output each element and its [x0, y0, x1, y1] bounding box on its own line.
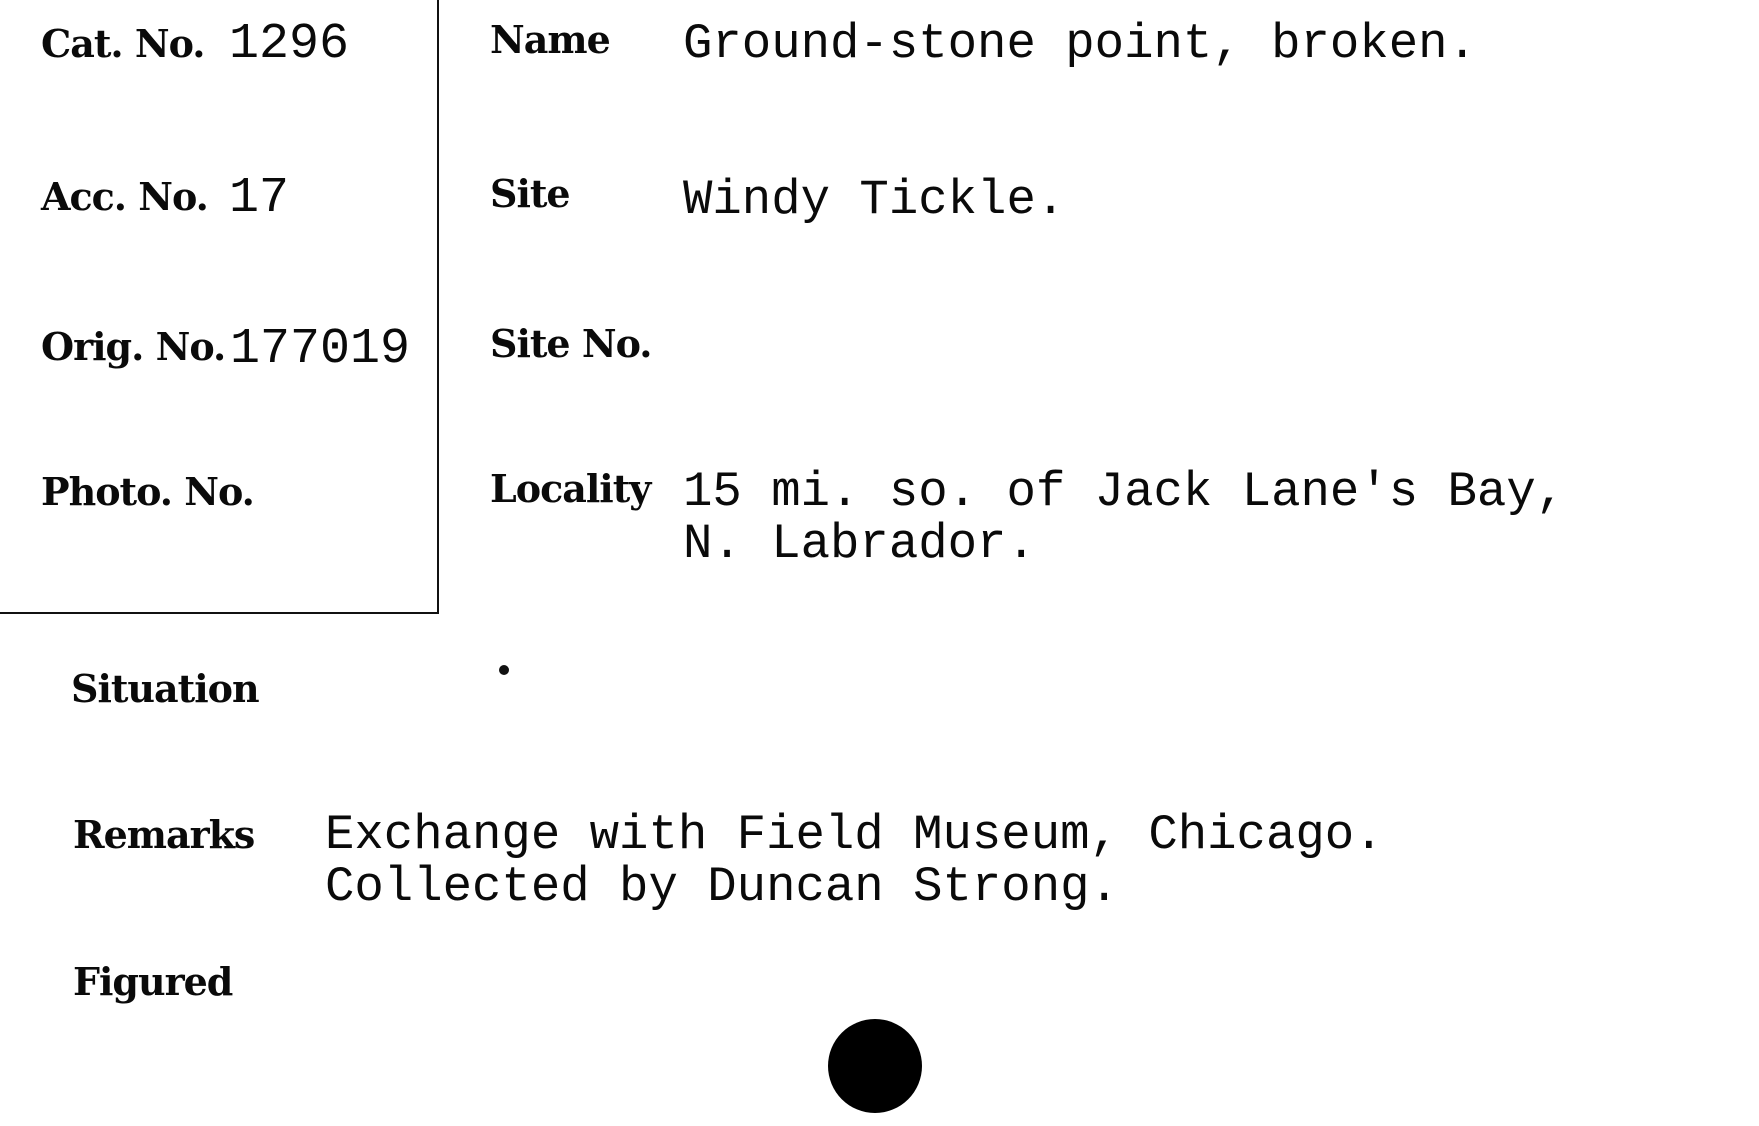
remarks-line-2: Collected by Duncan Strong.	[325, 859, 1119, 915]
name-value: Ground-stone point, broken.	[683, 16, 1477, 72]
orig-no-label: Orig. No.	[41, 324, 226, 369]
acc-no-value: 17	[229, 170, 290, 227]
site-value: Windy Tickle.	[683, 172, 1066, 228]
ink-dot	[499, 665, 509, 675]
locality-label: Locality	[490, 466, 651, 511]
situation-label: Situation	[71, 666, 259, 711]
locality-line-2: N. Labrador.	[683, 516, 1036, 572]
name-label: Name	[490, 17, 610, 62]
orig-no-value: 177019	[230, 321, 411, 378]
cat-no-label: Cat. No.	[41, 21, 205, 66]
figured-label: Figured	[73, 959, 233, 1004]
remarks-line-1: Exchange with Field Museum, Chicago.	[325, 807, 1384, 863]
locality-line-1: 15 mi. so. of Jack Lane's Bay,	[683, 464, 1566, 520]
catalog-number-box	[0, 0, 439, 614]
site-no-label: Site No.	[490, 321, 652, 366]
site-label: Site	[490, 171, 570, 216]
remarks-label: Remarks	[73, 812, 255, 857]
acc-no-label: Acc. No.	[41, 174, 208, 219]
cat-no-value: 1296	[229, 16, 350, 73]
photo-no-label: Photo. No.	[41, 469, 254, 514]
punch-hole	[828, 1019, 922, 1113]
